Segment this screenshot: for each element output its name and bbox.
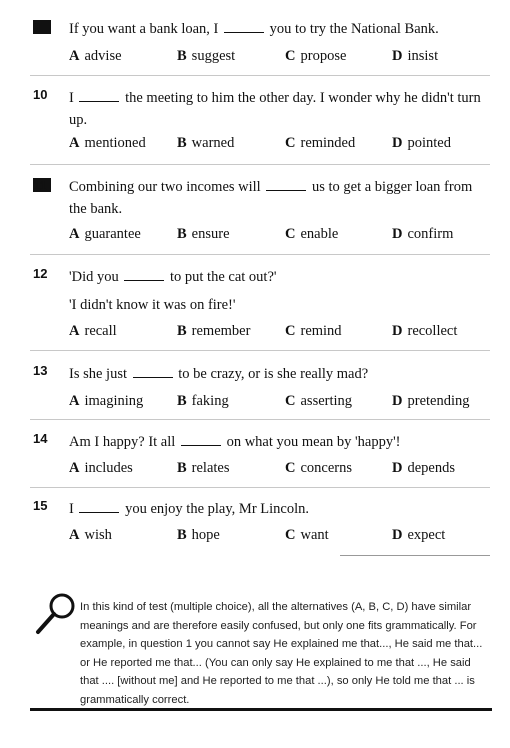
note-bottom-rule <box>30 708 492 711</box>
tip-text: In this kind of test (multiple choice), all the alternatives (A, B, C, D) have similar meanings and are therefore easily confused, but only one fits grammatically. For example, in question 1 you cannot say He explained me that..., He said me that... or He reported me that... (You can only say He explained to me that ..., He said that .... [without me] and He reported to me that ...), so only He told me that ... is grammatically correct. <box>80 601 483 706</box>
question-number: 12 <box>33 266 48 281</box>
divider <box>30 419 490 420</box>
question-stem: Am I happy? It all on what you mean by 'happy'! <box>69 434 401 450</box>
option-c[interactable]: C want <box>285 527 329 543</box>
option-d[interactable]: D expect <box>392 527 446 543</box>
divider <box>30 487 490 488</box>
divider <box>30 75 490 76</box>
option-a[interactable]: A mentioned <box>69 135 146 151</box>
option-c[interactable]: C enable <box>285 226 339 242</box>
option-b[interactable]: B suggest <box>177 48 236 64</box>
divider <box>340 555 490 556</box>
answer-blank <box>181 433 221 446</box>
question-number: 13 <box>33 363 48 378</box>
divider <box>30 350 490 351</box>
option-a[interactable]: A advise <box>69 48 122 64</box>
answer-options <box>69 48 499 68</box>
option-d[interactable]: D insist <box>392 48 439 64</box>
question-number: 15 <box>33 498 48 513</box>
question-stem: I you enjoy the play, Mr Lincoln. <box>69 501 309 517</box>
tip-note <box>30 590 490 715</box>
answer-options <box>69 226 499 246</box>
question-stem: If you want a bank loan, I you to try the National Bank. <box>69 21 439 37</box>
option-c[interactable]: C propose <box>285 48 347 64</box>
question-stem: Combining our two incomes will us to get a bigger loan from the bank. <box>69 179 473 217</box>
question-number: 14 <box>33 431 48 446</box>
option-d[interactable]: D pointed <box>392 135 451 151</box>
answer-options <box>69 135 499 155</box>
answer-blank <box>79 89 119 102</box>
question-stem: I the meeting to him the other day. I wonder why he didn't turn up. <box>69 90 481 128</box>
answer-blank <box>266 178 306 191</box>
question-stem: Is she just to be crazy, or is she really mad? <box>69 366 369 382</box>
option-a[interactable]: A imagining <box>69 393 144 409</box>
answer-options <box>69 460 499 480</box>
option-a[interactable]: A includes <box>69 460 133 476</box>
question-stem: 'Did you to put the cat out?' 'I didn't know it was on fire!' <box>69 269 277 313</box>
option-d[interactable]: D pretending <box>392 393 470 409</box>
option-d[interactable]: D recollect <box>392 323 458 339</box>
question-number: 9 <box>33 20 51 34</box>
option-b[interactable]: B hope <box>177 527 220 543</box>
option-a[interactable]: A guarantee <box>69 226 141 242</box>
answer-blank <box>224 20 264 33</box>
divider <box>30 164 490 165</box>
answer-options <box>69 323 499 343</box>
question-number: 10 <box>33 87 48 102</box>
option-c[interactable]: C reminded <box>285 135 356 151</box>
option-b[interactable]: B ensure <box>177 226 230 242</box>
option-c[interactable]: C concerns <box>285 460 353 476</box>
answer-blank <box>124 268 164 281</box>
option-a[interactable]: A recall <box>69 323 117 339</box>
option-c[interactable]: C asserting <box>285 393 353 409</box>
option-d[interactable]: D depends <box>392 460 455 476</box>
option-c[interactable]: C remind <box>285 323 342 339</box>
divider <box>30 254 490 255</box>
option-a[interactable]: A wish <box>69 527 112 543</box>
answer-options <box>69 527 499 547</box>
answer-blank <box>79 500 119 513</box>
option-b[interactable]: B warned <box>177 135 235 151</box>
option-b[interactable]: B faking <box>177 393 229 409</box>
option-b[interactable]: B remember <box>177 323 251 339</box>
question-number: 11 <box>33 178 51 192</box>
option-d[interactable]: D confirm <box>392 226 454 242</box>
answer-options <box>69 393 499 413</box>
magnifying-glass-icon <box>32 590 80 638</box>
answer-blank <box>133 365 173 378</box>
option-b[interactable]: B relates <box>177 460 230 476</box>
